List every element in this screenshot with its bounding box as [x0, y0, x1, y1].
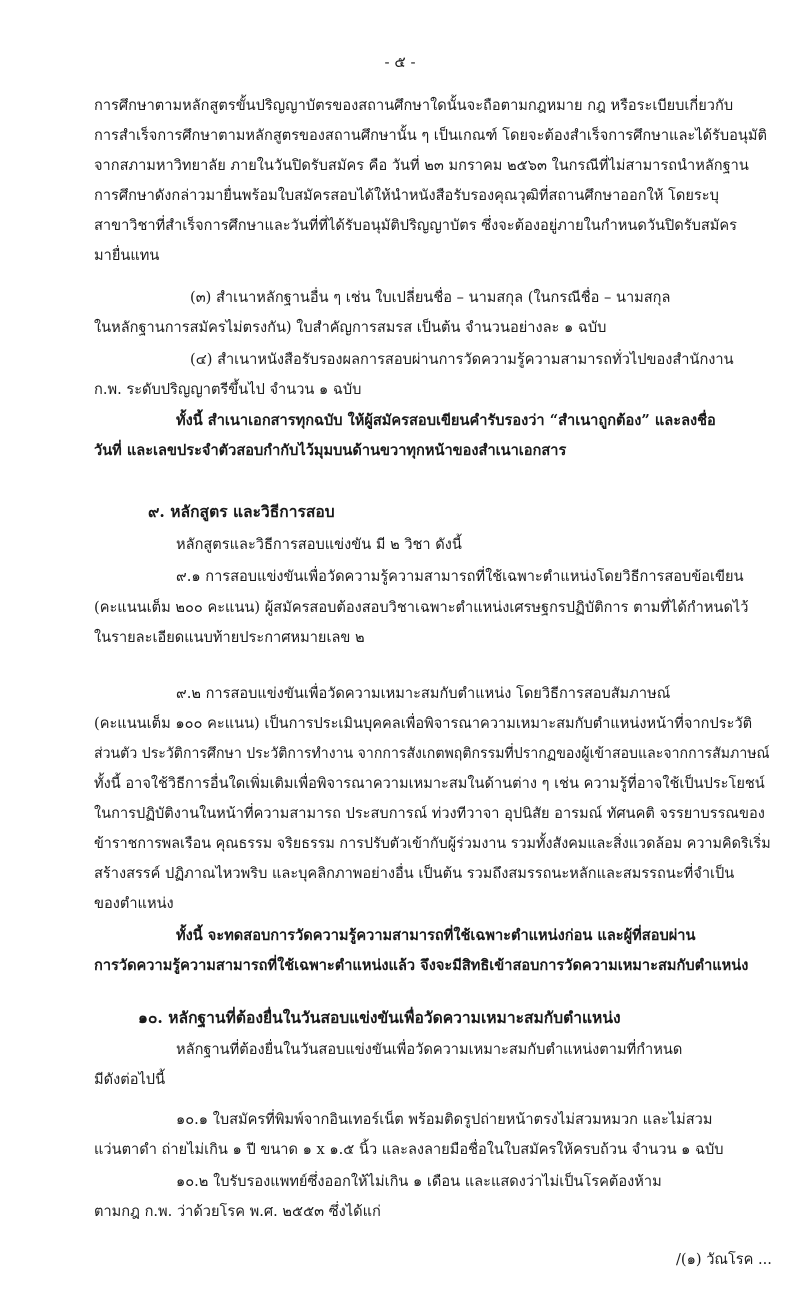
section-9-heading: ๙. หลักสูตร และวิธีการสอบ: [148, 502, 335, 521]
section-10-2-cont: ตามกฎ ก.พ. ว่าด้วยโรค พ.ศ. ๒๕๕๓ ซึ่งได้แก่: [94, 1203, 381, 1220]
section-9-2-cont: ทั้งนี้ อาจใช้วิธีการอื่นใดเพิ่มเติมเพื่อพิจารณาความเหมาะสมในด้านต่าง ๆ เช่น ความรู้ที่อาจใช้เป็นประโยชน์: [94, 775, 765, 792]
continuation-marker: /(๑) วัณโรค ...: [676, 1251, 772, 1268]
paragraph-line: สาขาวิชาที่สำเร็จการศึกษาและวันที่ที่ได้รับอนุมัติปริญญาบัตร ซึ่งจะต้องอยู่ภายในกำหนดวันปิดรับสมัคร: [94, 217, 738, 234]
section-10-heading: ๑๐. หลักฐานที่ต้องยื่นในวันสอบแข่งขันเพื่อวัดความเหมาะสมกับตำแหน่ง: [138, 1008, 621, 1027]
section-9-2-cont: ของตำแหน่ง: [94, 895, 174, 912]
note-copy-certification: ทั้งนี้ สำเนาเอกสารทุกฉบับ ให้ผู้สมัครสอบเขียนคำรับรองว่า “สำเนาถูกต้อง” และลงชื่อ: [176, 412, 716, 429]
paragraph-line: การศึกษาดังกล่าวมายื่นพร้อมใบสมัครสอบได้ให้นำหนังสือรับรองคุณวุฒิที่สถานศึกษาออกให้ โดยระบุ: [94, 187, 719, 204]
section-9-2-cont: (คะแนนเต็ม ๑๐๐ คะแนน) เป็นการประเมินบุคคลเพื่อพิจารณาความเหมาะสมกับตำแหน่งหน้าที่จากประวัติ: [94, 715, 753, 732]
paragraph-line: การสำเร็จการศึกษาตามหลักสูตรของสถานศึกษานั้น ๆ เป็นเกณฑ์ โดยจะต้องสำเร็จการศึกษาและได้รับอนุมัติ: [94, 127, 767, 144]
paragraph-line: จากสภามหาวิทยาลัย ภายในวันปิดรับสมัคร คือ วันที่ ๒๓ มกราคม ๒๕๖๓ ในกรณีที่ไม่สามารถนำหลักฐาน: [94, 157, 749, 174]
section-9-note-cont: การวัดความรู้ความสามารถที่ใช้เฉพาะตำแหน่งแล้ว จึงจะมีสิทธิเข้าสอบการวัดความเหมาะสมกับตำแหน่ง: [94, 957, 749, 974]
section-9-1-cont: ในรายละเอียดแนบท้ายประกาศหมายเลข ๒: [94, 629, 365, 646]
section-10-1: ๑๐.๑ ใบสมัครที่พิมพ์จากอินเทอร์เน็ต พร้อมติดรูปถ่ายหน้าตรงไม่สวมหมวก และไม่สวม: [176, 1111, 713, 1128]
section-10-intro: หลักฐานที่ต้องยื่นในวันสอบแข่งขันเพื่อวัดความเหมาะสมกับตำแหน่งตามที่กำหนด: [176, 1041, 683, 1058]
section-9-2: ๙.๒ การสอบแข่งขันเพื่อวัดความเหมาะสมกับตำแหน่ง โดยวิธีการสอบสัมภาษณ์: [176, 685, 671, 702]
section-9-2-cont: ส่วนตัว ประวัติการศึกษา ประวัติการทำงาน จากการสังเกตพฤติกรรมที่ปรากฏของผู้เข้าสอบและจากการสัมภาษณ์: [94, 745, 770, 762]
section-10-2: ๑๐.๒ ใบรับรองแพทย์ซึ่งออกให้ไม่เกิน ๑ เดือน และแสดงว่าไม่เป็นโรคต้องห้าม: [176, 1173, 662, 1190]
paragraph-line: มายื่นแทน: [94, 247, 160, 264]
page-number: - ๕ -: [384, 53, 416, 71]
list-item-4-cont: ก.พ. ระดับปริญญาตรีขึ้นไป จำนวน ๑ ฉบับ: [94, 381, 362, 398]
section-9-intro: หลักสูตรและวิธีการสอบแข่งขัน มี ๒ วิชา ดังนี้: [176, 536, 462, 553]
section-9-2-cont: ข้าราชการพลเรือน คุณธรรม จริยธรรม การปรับตัวเข้ากับผู้ร่วมงาน รวมทั้งสังคมและสิ่งแวดล้อม ความคิดริเริ่ม: [94, 835, 771, 852]
section-9-1: ๙.๑ การสอบแข่งขันเพื่อวัดความรู้ความสามารถที่ใช้เฉพาะตำแหน่งโดยวิธีการสอบข้อเขียน: [176, 568, 744, 585]
section-9-2-cont: ในการปฏิบัติงานในหน้าที่ความสามารถ ประสบการณ์ ท่วงทีวาจา อุปนิสัย อารมณ์ ทัศนคติ จรรยาบรรณของ: [94, 805, 765, 822]
list-item-4: (๔) สำเนาหนังสือรับรองผลการสอบผ่านการวัดความรู้ความสามารถทั่วไปของสำนักงาน: [190, 351, 734, 368]
section-9-note: ทั้งนี้ จะทดสอบการวัดความรู้ความสามารถที่ใช้เฉพาะตำแหน่งก่อน และผู้ที่สอบผ่าน: [176, 927, 696, 944]
section-10-1-cont: แว่นตาดำ ถ่ายไม่เกิน ๑ ปี ขนาด ๑ x ๑.๕ นิ้ว และลงลายมือชื่อในใบสมัครให้ครบถ้วน จำนวน ๑ ฉบับ: [94, 1141, 724, 1158]
paragraph-line: การศึกษาตามหลักสูตรขั้นปริญญาบัตรของสถานศึกษาใดนั้นจะถือตามกฎหมาย กฎ หรือระเบียบเกี่ยวกับ: [94, 97, 734, 114]
note-copy-certification-cont: วันที่ และเลขประจำตัวสอบกำกับไว้มุมบนด้านขวาทุกหน้าของสำเนาเอกสาร: [94, 442, 567, 459]
list-item-3-cont: ในหลักฐานการสมัครไม่ตรงกัน) ใบสำคัญการสมรส เป็นต้น จำนวนอย่างละ ๑ ฉบับ: [94, 319, 607, 336]
section-9-2-cont: สร้างสรรค์ ปฏิภาณไหวพริบ และบุคลิกภาพอย่างอื่น เป็นต้น รวมถึงสมรรถนะหลักและสมรรถนะที่จำเป็น: [94, 865, 735, 882]
section-9-1-cont: (คะแนนเต็ม ๒๐๐ คะแนน) ผู้สมัครสอบต้องสอบวิชาเฉพาะตำแหน่งเศรษฐกรปฏิบัติการ ตามที่ได้กำหนดไว้: [94, 599, 749, 616]
list-item-3: (๓) สำเนาหลักฐานอื่น ๆ เช่น ใบเปลี่ยนชื่อ – นามสกุล (ในกรณีชื่อ – นามสกุล: [190, 289, 671, 306]
section-10-intro-cont: มีดังต่อไปนี้: [94, 1071, 166, 1088]
